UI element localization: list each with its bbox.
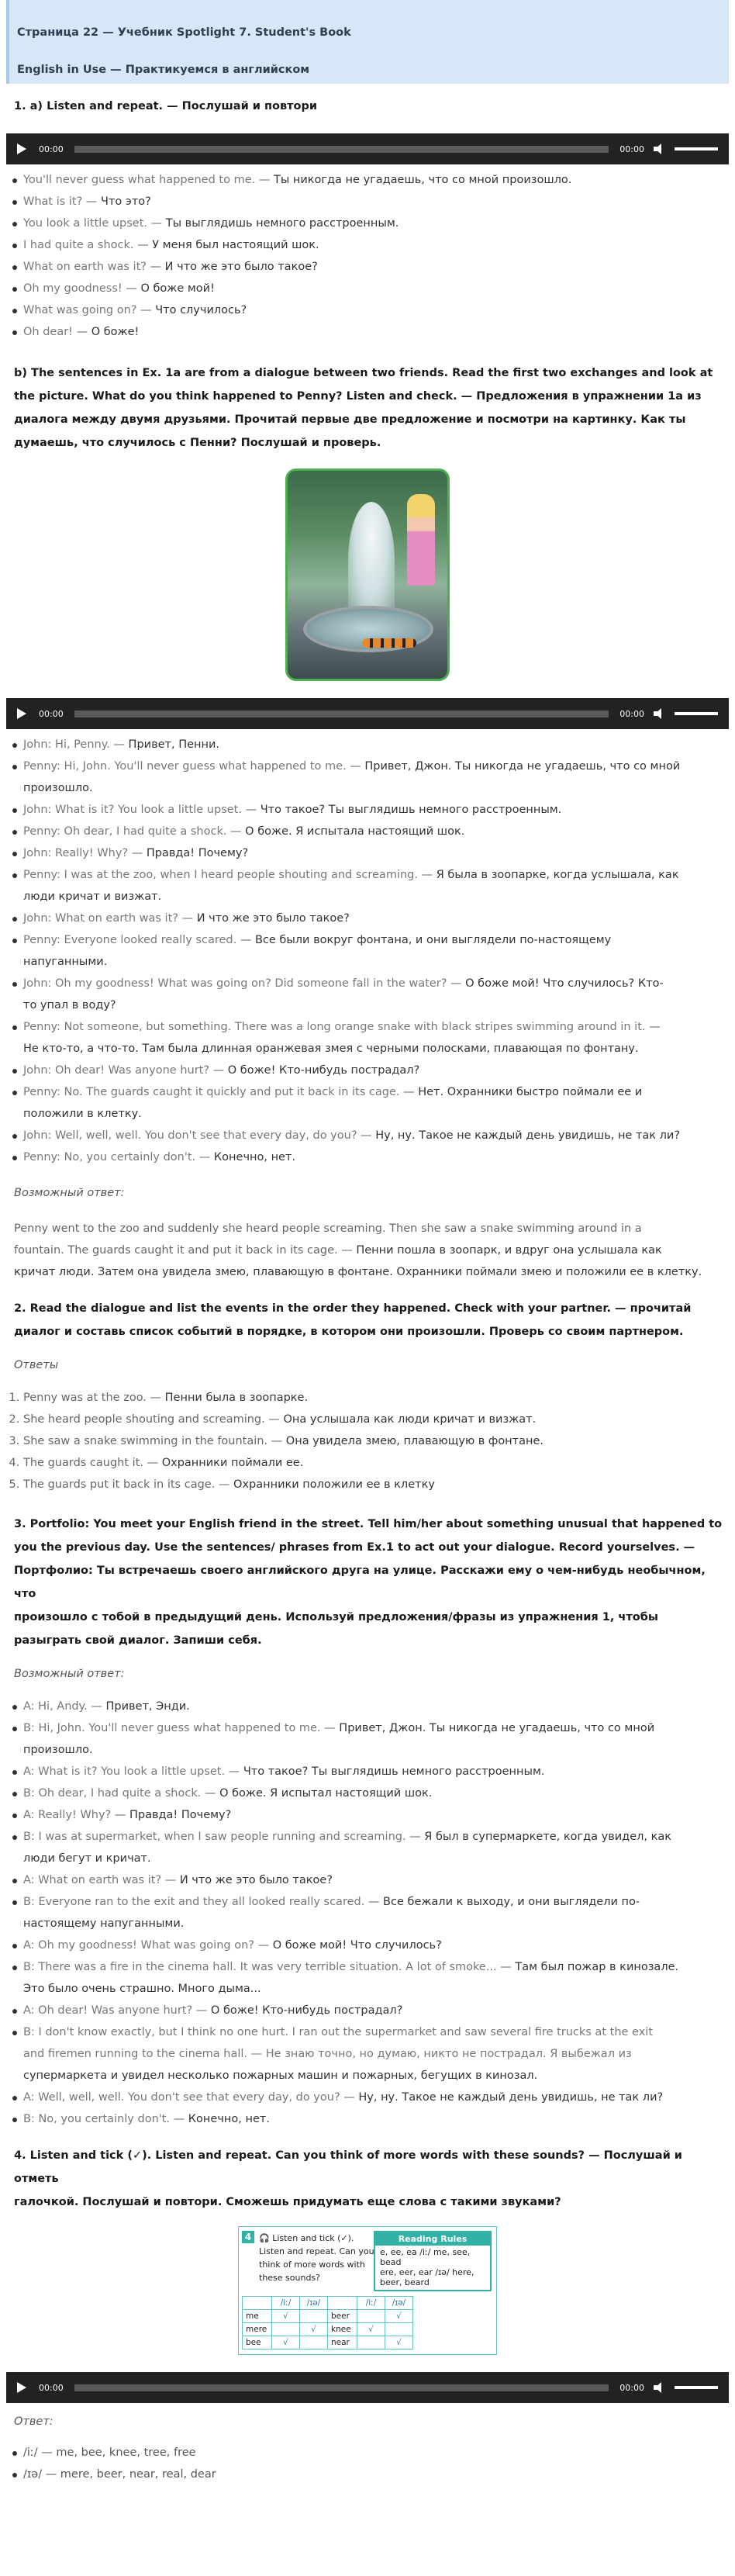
dialogue-line: B: I was at supermarket, when I saw people running and screaming. — Я был в супермаркете, когда увидел, как люди бегут и кричат. bbox=[23, 1826, 729, 1869]
volume-icon[interactable] bbox=[654, 708, 665, 719]
list-item: You'll never guess what happened to me. — Ты никогда не угадаешь, что со мной произошло. bbox=[23, 169, 729, 191]
illustration-wrap bbox=[6, 469, 729, 681]
possible-answer-label: Возможный ответ: bbox=[14, 1187, 125, 1199]
dialogue-line: B: Oh dear, I had quite a shock. — О боже. Я испытал настоящий шок. bbox=[23, 1782, 729, 1804]
time-current: 00:00 bbox=[39, 708, 64, 719]
volume-slider[interactable] bbox=[675, 712, 718, 715]
dialogue-line: Penny: Not someone, but something. There was a long orange snake with black stripes swimming around in it. — Не кто-то, а что-то. Там была длинная оранжевая змея с черными полосками, плавающая по фонтану. bbox=[23, 1016, 729, 1060]
ex3-dialogue bbox=[6, 1696, 729, 2130]
ex1a-title: 1. a) Listen and repeat. — Послушай и повтори bbox=[14, 100, 318, 112]
reading-rules-title: Reading Rules bbox=[375, 2232, 490, 2246]
list-item: /iː/ — me, bee, knee, tree, free bbox=[23, 2442, 729, 2464]
dialogue-line: John: Well, well, well. You don't see that every day, do you? — Ну, ну. Такое не каждый день увидишь, не так ли? bbox=[23, 1125, 729, 1146]
list-item: You look a little upset. — Ты выглядишь немного расстроенным. bbox=[23, 213, 729, 234]
dialogue-line: A: What on earth was it? — И что же это было такое? bbox=[23, 1869, 729, 1891]
audio-player-1[interactable] bbox=[6, 133, 729, 164]
progress-track[interactable] bbox=[74, 146, 609, 153]
list-item: 4. The guards caught it. — Охранники поймали ее. bbox=[23, 1452, 729, 1474]
page-header bbox=[6, 0, 729, 84]
reading-rules-card bbox=[238, 2226, 497, 2355]
answer-label: Ответ: bbox=[14, 2415, 53, 2428]
volume-slider[interactable] bbox=[675, 147, 718, 150]
dialogue-line: A: Well, well, well. You don't see that every day, do you? — Ну, ну. Такое не каждый день увидишь, не так ли? bbox=[23, 2087, 729, 2108]
audio-player-3[interactable] bbox=[6, 2372, 729, 2403]
fountain-illustration bbox=[285, 469, 450, 681]
reading-rules-text: e, ee, ea /iː/ me, see, bead ere, eer, ear /ɪə/ here, beer, beard bbox=[380, 2247, 474, 2287]
ex4-answers bbox=[6, 2442, 729, 2485]
dialogue-line: Penny: Hi, John. You'll never guess what happened to me. — Привет, Джон. Ты никогда не угадаешь, что со мной произошло. bbox=[23, 756, 729, 799]
dialogue-line: B: Everyone ran to the exit and they all looked really scared. — Все бежали к выходу, и они выглядели по- настоящему напуганными. bbox=[23, 1891, 729, 1935]
progress-track[interactable] bbox=[74, 711, 609, 717]
dialogue-line: A: Oh dear! Was anyone hurt? — О боже! Кто-нибудь пострадал? bbox=[23, 2000, 729, 2021]
dialogue-line: A: Really! Why? — Правда! Почему? bbox=[23, 1804, 729, 1826]
dialogue-line: A: What is it? You look a little upset. — Что такое? Ты выглядишь немного расстроенным. bbox=[23, 1761, 729, 1782]
sound-table: /iː/ /ɪə/ /iː/ /ɪə/ me √ beer √ mere √ knee √ bee √ near √ bbox=[242, 2296, 413, 2350]
time-current: 00:00 bbox=[39, 143, 64, 154]
play-icon[interactable] bbox=[17, 708, 26, 719]
play-icon[interactable] bbox=[17, 143, 26, 154]
dialogue-line: B: I don't know exactly, but I think no one hurt. I ran out the supermarket and saw several fire trucks at the exit and firemen running to the cinema hall. — Не знаю точно, но думаю, никто не пострадал. Я выбежал из супермаркета и увидел несколько пожарных машин и пожарных, бегущих в кинозал. bbox=[23, 2021, 729, 2087]
list-item: /ɪə/ — mere, beer, near, real, dear bbox=[23, 2464, 729, 2485]
list-item: 1. Penny was at the zoo. — Пенни была в зоопарке. bbox=[23, 1387, 729, 1409]
ex4-title: 4. Listen and tick (✓). Listen and repeat. Can you think of more words with these sounds? — Послушай и отметь галочкой. Послушай и повтори. Сможешь придумать еще слова с такими звуками? bbox=[14, 2149, 682, 2208]
ex3-title: 3. Portfolio: You meet your English friend in the street. Tell him/her about something unusual that happened to you the previous day. Use the sentences/ phrases from Ex.1 to act out your dialogue. Record yourselves. — Портфолио: Ты встречаешь своего английского друга на улице. Расскажи ему о чем-нибудь необычном, что произошло с тобой в предыдущий день. Используй предложения/фразы из упражнения 1, чтобы разыграть свой диалог. Запиши себя. bbox=[14, 1518, 723, 1647]
dialogue-line: John: What on earth was it? — И что же это было такое? bbox=[23, 908, 729, 929]
header-title: Страница 22 — Учебник Spotlight 7. Student's Book bbox=[17, 26, 351, 39]
card-instructions: 🎧 Listen and tick (✓). Listen and repeat. Can you think of more words with these sounds? bbox=[259, 2233, 374, 2283]
possible-answer-text: Penny went to the zoo and suddenly she heard people screaming. Then she saw a snake swimming around in a fountain. The guards caught it and put it back in its cage. — Пенни пошла в зоопарк, и вдруг она услышала как кричат люди. Затем она увидела змею, плавающую в фонтане. Охранники поймали змею и положили ее в клетку. bbox=[14, 1222, 702, 1278]
dialogue-line: John: Hi, Penny. — Привет, Пенни. bbox=[23, 734, 729, 756]
list-item: Oh dear! — О боже! bbox=[23, 321, 729, 343]
play-icon[interactable] bbox=[17, 2382, 26, 2393]
exercise-number: 4 bbox=[242, 2231, 254, 2243]
dialogue-line: B: There was a fire in the cinema hall. It was very terrible situation. A lot of smoke... — Там был пожар в кинозале. Это было очень страшно. Много дыма... bbox=[23, 1956, 729, 2000]
dialogue-line: Penny: No, you certainly don't. — Конечно, нет. bbox=[23, 1146, 729, 1168]
dialogue-line: Penny: Oh dear, I had quite a shock. — О боже. Я испытала настоящий шок. bbox=[23, 821, 729, 842]
dialogue-line: A: Hi, Andy. — Привет, Энди. bbox=[23, 1696, 729, 1717]
list-item: What on earth was it? — И что же это было такое? bbox=[23, 256, 729, 278]
list-item: What was going on? — Что случилось? bbox=[23, 299, 729, 321]
list-item: Oh my goodness! — О боже мой! bbox=[23, 278, 729, 299]
answers-label: Ответы bbox=[14, 1359, 59, 1371]
list-item: I had quite a shock. — У меня был настоящий шок. bbox=[23, 234, 729, 256]
time-duration: 00:00 bbox=[619, 143, 644, 154]
ex1b-title: b) The sentences in Ex. 1a are from a dialogue between two friends. Read the first two exchanges and look at the picture. What do you think happened to Penny? Listen and check. — Предложения в упражнении 1а из диалога между двумя друзьями. Прочитай первые две предложение и посмотри на картинку. Как ты думаешь, что случилось с Пенни? Послушай и проверь. bbox=[14, 367, 713, 449]
ex1b-dialogue bbox=[6, 734, 729, 1168]
dialogue-line: John: What is it? You look a little upset. — Что такое? Ты выглядишь немного расстроенным. bbox=[23, 799, 729, 821]
table-row: mere √ knee √ bbox=[243, 2323, 413, 2336]
list-item: 3. She saw a snake swimming in the fountain. — Она увидела змею, плавающую в фонтане. bbox=[23, 1430, 729, 1452]
time-duration: 00:00 bbox=[619, 708, 644, 719]
dialogue-line: John: Really! Why? — Правда! Почему? bbox=[23, 842, 729, 864]
dialogue-line: Penny: Everyone looked really scared. — Все были вокруг фонтана, и они выглядели по-настоящему напуганными. bbox=[23, 929, 729, 973]
audio-player-2[interactable] bbox=[6, 698, 729, 729]
dialogue-line: B: Hi, John. You'll never guess what happened to me. — Привет, Джон. Ты никогда не угадаешь, что со мной произошло. bbox=[23, 1717, 729, 1761]
time-duration: 00:00 bbox=[619, 2382, 644, 2393]
dialogue-line: Penny: I was at the zoo, when I heard people shouting and screaming. — Я была в зоопарке, когда услышала, как люди кричат и визжат. bbox=[23, 864, 729, 908]
dialogue-line: John: Oh my goodness! What was going on? Did someone fall in the water? — О боже мой! Что случилось? Кто- то упал в воду? bbox=[23, 973, 729, 1016]
dialogue-line: B: No, you certainly don't. — Конечно, нет. bbox=[23, 2108, 729, 2130]
dialogue-line: A: Oh my goodness! What was going on? — О боже мой! Что случилось? bbox=[23, 1935, 729, 1956]
volume-icon[interactable] bbox=[654, 143, 665, 154]
ex1a-list bbox=[6, 169, 729, 343]
list-item: What is it? — Что это? bbox=[23, 191, 729, 213]
possible-answer-label: Возможный ответ: bbox=[14, 1668, 125, 1680]
list-item: 5. The guards put it back in its cage. — Охранники положили ее в клетку bbox=[23, 1474, 729, 1495]
progress-track[interactable] bbox=[74, 2384, 609, 2391]
volume-icon[interactable] bbox=[654, 2382, 665, 2393]
time-current: 00:00 bbox=[39, 2382, 64, 2393]
header-subtitle: English in Use — Практикуемся в английском bbox=[17, 64, 310, 76]
dialogue-line: Penny: No. The guards caught it quickly and put it back in its cage. — Нет. Охранники быстро поймали ее и положили в клетку. bbox=[23, 1081, 729, 1125]
volume-slider[interactable] bbox=[675, 2386, 718, 2389]
ex2-title: 2. Read the dialogue and list the events in the order they happened. Check with your partner. — прочитай диалог и составь список событий в порядке, в котором они произошли. Проверь со своим партнером. bbox=[14, 1302, 692, 1338]
reading-rules-box bbox=[374, 2231, 492, 2291]
table-row: bee √ near √ bbox=[243, 2336, 413, 2350]
ex2-answers bbox=[6, 1387, 729, 1495]
dialogue-line: John: Oh dear! Was anyone hurt? — О боже! Кто-нибудь пострадал? bbox=[23, 1060, 729, 1081]
table-row: me √ beer √ bbox=[243, 2310, 413, 2323]
list-item: 2. She heard people shouting and screaming. — Она услышала как люди кричат и визжат. bbox=[23, 1409, 729, 1430]
